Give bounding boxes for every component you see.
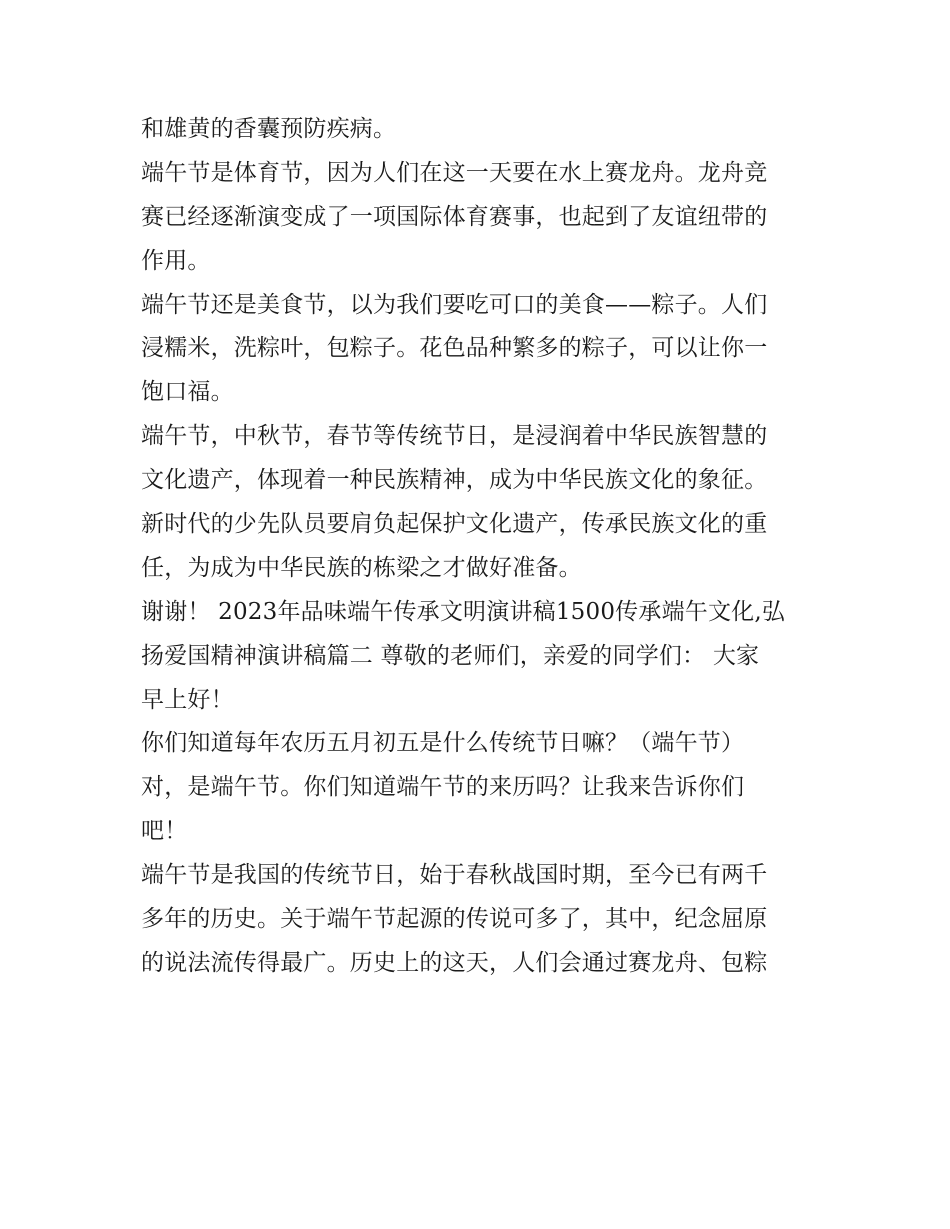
text-line: 赛已经逐渐演变成了一项国际体育赛事，也起到了友谊纽带的 [141,203,768,230]
text-line: 吧！ [141,818,188,845]
text-line: 端午节是体育节，因为人们在这一天要在水上赛龙舟。龙舟竞 [141,159,768,186]
text-line: 任，为成为中华民族的栋梁之才做好准备。 [141,554,582,581]
text-line: 端午节，中秋节，春节等传统节日，是浸润着中华民族智慧的 [141,423,768,450]
text-line: 扬爱国精神演讲稿篇二 尊敬的老师们，亲爱的同学们： 大家 [141,642,760,669]
text-line: 端午节还是美食节，以为我们要吃可口的美食——粽子。人们 [141,291,768,318]
text-line: 多年的历史。关于端午节起源的传说可多了，其中，纪念屈原 [141,906,768,933]
text-line: 饱口福。 [141,379,234,406]
text-line: 谢谢！ 2023年品味端午传承文明演讲稿1500传承端午文化,弘 [141,598,786,625]
text-line: 和雄黄的香囊预防疾病。 [141,116,397,142]
text-line: 对，是端午节。你们知道端午节的来历吗？让我来告诉你们 [141,774,745,801]
text-line: 新时代的少先队员要肩负起保护文化遗产，传承民族文化的重 [141,511,768,538]
text-line: 早上好！ [141,686,234,713]
text-line: 作用。 [141,247,211,274]
body-text [141,108,821,986]
text-line: 端午节是我国的传统节日，始于春秋战国时期，至今已有两千 [141,862,768,889]
text-line: 的说法流传得最广。历史上的这天，人们会通过赛龙舟、包粽 [141,949,768,976]
text-line: 浸糯米，洗粽叶，包粽子。花色品种繁多的粽子，可以让你一 [141,335,768,362]
text-line: 你们知道每年农历五月初五是什么传统节日嘛？（端午节） [141,730,745,757]
text-line: 文化遗产，体现着一种民族精神，成为中华民族文化的象征。 [141,467,768,494]
